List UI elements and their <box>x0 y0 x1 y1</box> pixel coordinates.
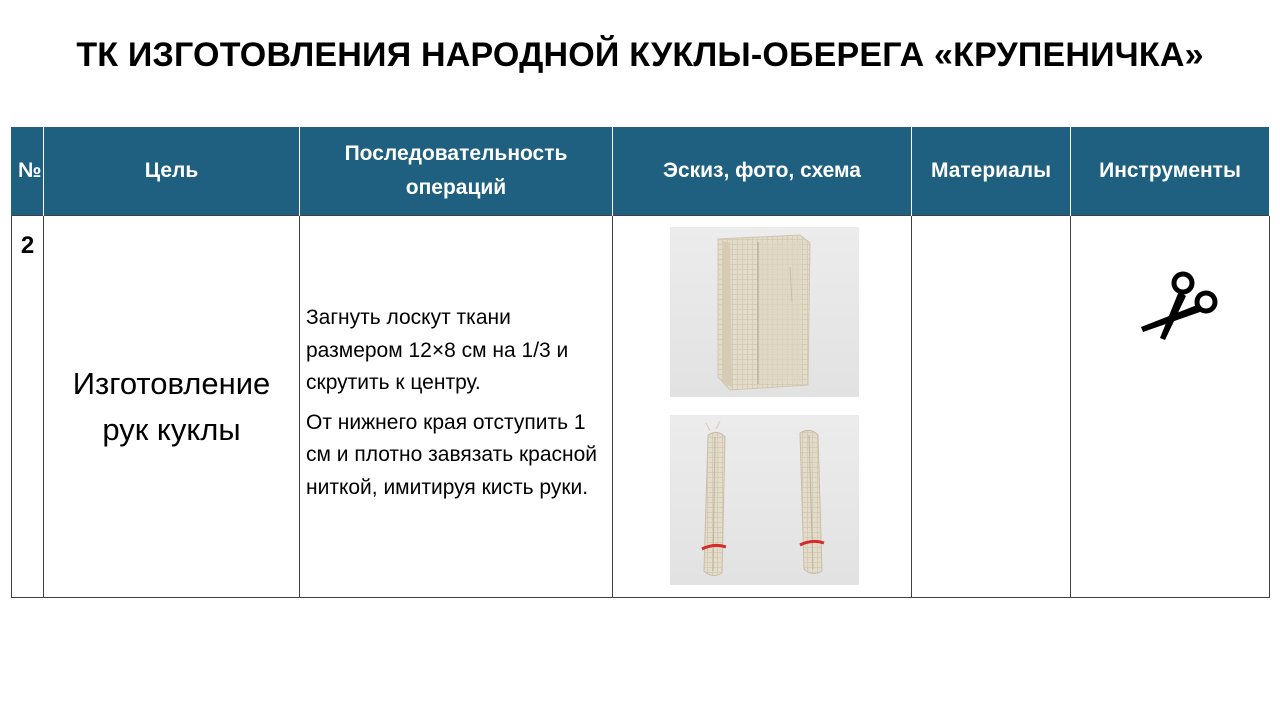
goal-text <box>52 361 292 453</box>
table-header-row <box>12 127 1270 216</box>
header-operations-line1: Последовательность <box>344 142 568 165</box>
operation-step-1: Загнуть лоскут ткани размером 12×8 см на 1/3 и скрутить к центру. <box>306 306 569 394</box>
tools-cell <box>1071 216 1270 598</box>
table-row <box>12 216 1270 598</box>
materials-cell <box>912 216 1071 598</box>
photo-rolled-arms <box>670 415 859 585</box>
row-number-cell <box>12 216 44 598</box>
scissors-icon <box>1138 268 1220 355</box>
photo-folded-fabric <box>670 227 859 397</box>
page-title: ТК ИЗГОТОВЛЕНИЯ НАРОДНОЙ КУКЛЫ-ОБЕРЕГА «КРУПЕНИЧКА» <box>76 36 1204 74</box>
operations-cell <box>300 216 613 598</box>
header-tools: Инструменты <box>1071 127 1270 216</box>
header-goal: Цель <box>44 127 300 216</box>
row-number: 2 <box>20 232 35 259</box>
operation-step-2: От нижнего края отступить 1 см и плотно завязать красной ниткой, имитируя кисть руки. <box>306 410 598 499</box>
technology-card-table <box>11 127 1270 598</box>
goal-line-1: Изготовление <box>72 365 271 401</box>
header-operations-line2: операций <box>405 176 507 199</box>
header-number: № <box>12 127 44 216</box>
header-sketch: Эскиз, фото, схема <box>613 127 912 216</box>
header-materials: Материалы <box>912 127 1071 216</box>
goal-line-2: рук куклы <box>102 411 241 447</box>
sketch-cell <box>613 216 912 598</box>
goal-cell <box>44 216 300 598</box>
header-operations <box>300 127 613 216</box>
